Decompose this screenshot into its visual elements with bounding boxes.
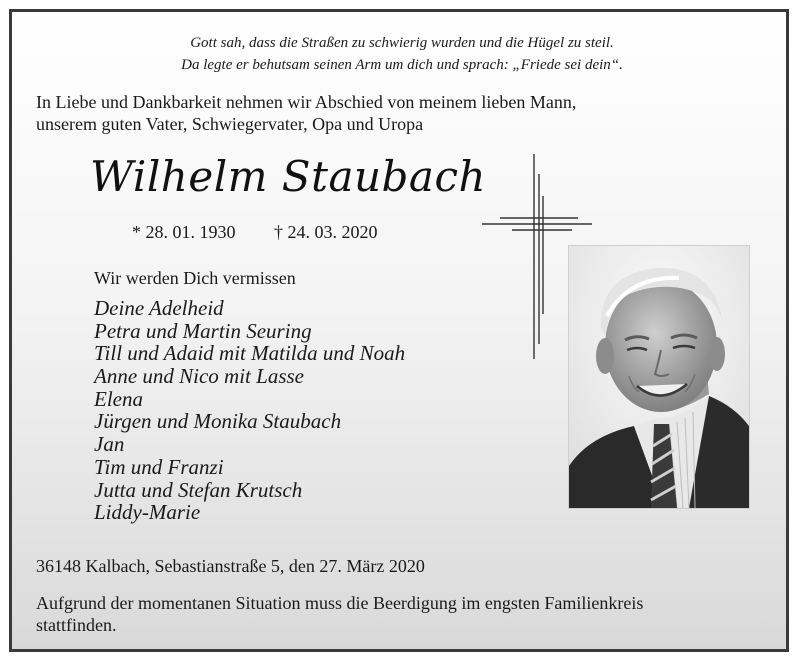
deceased-name: Wilhelm Staubach xyxy=(90,152,487,201)
obituary-card xyxy=(9,9,789,652)
family-member: Elena xyxy=(94,386,143,411)
portrait-photo xyxy=(569,246,749,508)
death-date: † 24. 03. 2020 xyxy=(274,222,378,242)
family-member: Till und Adaid mit Matilda und Noah xyxy=(94,341,406,366)
portrait-illustration xyxy=(569,246,749,508)
family-list xyxy=(94,297,405,524)
family-member: Deine Adelheid xyxy=(94,296,224,320)
family-member: Jürgen und Monika Staubach xyxy=(94,409,342,434)
family-member: Jan xyxy=(94,432,125,457)
miss-text: Wir werden Dich vermissen xyxy=(94,268,296,288)
birth-date: * 28. 01. 1930 xyxy=(132,222,236,242)
verse-line-1: Gott sah, dass die Straßen zu schwierig wurden und die Hügel zu steil. xyxy=(190,35,614,51)
family-member: Anne und Nico mit Lasse xyxy=(94,364,304,389)
intro-line-2: unserem guten Vater, Schwiegervater, Opa und Uropa xyxy=(36,114,424,134)
family-member: Tim und Franzi xyxy=(94,454,224,479)
family-member: Liddy-Marie xyxy=(94,500,201,525)
family-member: Petra und Martin Seuring xyxy=(94,318,312,343)
family-member: Jutta und Stefan Krutsch xyxy=(94,477,303,502)
address-date-line: 36148 Kalbach, Sebastianstraße 5, den 27. März 2020 xyxy=(36,556,425,576)
intro-line-1: In Liebe und Dankbarkeit nehmen wir Abschied von meinem lieben Mann, xyxy=(36,92,577,112)
funeral-note xyxy=(36,592,643,636)
verse-line-2: Da legte er behutsam seinen Arm um dich und sprach: „Friede sei dein“. xyxy=(181,57,623,73)
funeral-note-line-1: Aufgrund der momentanen Situation muss die Beerdigung im engsten Familienkreis xyxy=(36,593,644,613)
funeral-note-line-2: stattfinden. xyxy=(36,615,117,635)
